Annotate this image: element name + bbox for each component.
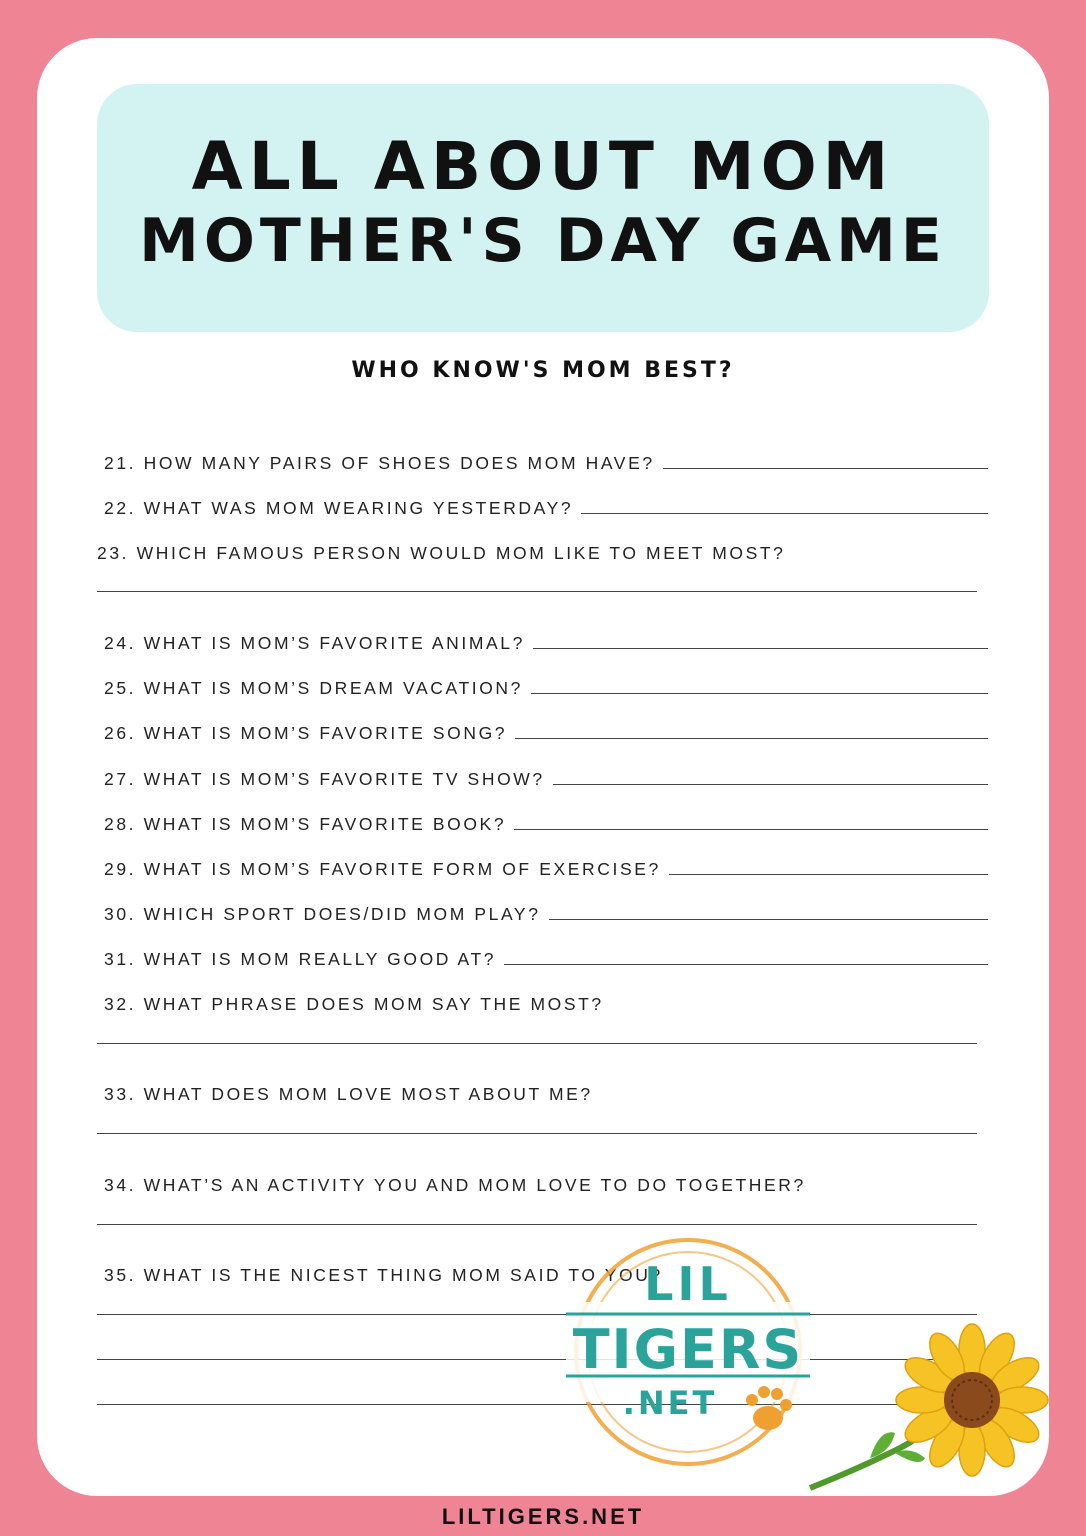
question-25: 25. WHAT IS MOM’S DREAM VACATION? xyxy=(104,677,988,699)
question-24: 24. WHAT IS MOM’S FAVORITE ANIMAL? xyxy=(104,632,988,654)
logo-text-lil: LIL xyxy=(644,1257,732,1311)
answer-line-24[interactable] xyxy=(533,634,988,649)
answer-line-27[interactable] xyxy=(553,770,988,785)
question-34: 34. WHAT’S AN ACTIVITY YOU AND MOM LOVE TO DO TOGETHER? xyxy=(104,1175,806,1195)
answer-line-21[interactable] xyxy=(663,454,988,469)
answer-line-30[interactable] xyxy=(549,905,988,920)
question-28: 28. WHAT IS MOM’S FAVORITE BOOK? xyxy=(104,813,988,835)
footer-site: LILTIGERS.NET xyxy=(441,1504,645,1529)
answer-line-26[interactable] xyxy=(515,724,988,739)
question-30: 30. WHICH SPORT DOES/DID MOM PLAY? xyxy=(104,903,988,925)
answer-line-23[interactable] xyxy=(97,591,977,592)
logo-text-tigers: TIGERS xyxy=(572,1318,804,1381)
question-29: 29. WHAT IS MOM’S FAVORITE FORM OF EXERCISE? xyxy=(104,858,988,880)
title-line-1: ALL ABOUT MOM xyxy=(191,128,895,205)
title-line-2: MOTHER'S DAY GAME xyxy=(139,206,947,276)
answer-line-31[interactable] xyxy=(504,950,988,965)
logo-text-net: .NET xyxy=(622,1384,718,1422)
question-33: 33. WHAT DOES MOM LOVE MOST ABOUT ME? xyxy=(104,1084,593,1104)
answer-line-33[interactable] xyxy=(97,1133,977,1134)
question-22: 22. WHAT WAS MOM WEARING YESTERDAY? xyxy=(104,497,988,519)
answer-line-22[interactable] xyxy=(581,499,988,514)
question-23: 23. WHICH FAMOUS PERSON WOULD MOM LIKE TO MEET MOST? xyxy=(97,543,786,563)
subtitle: WHO KNOW'S MOM BEST? xyxy=(351,358,735,383)
question-35: 35. WHAT IS THE NICEST THING MOM SAID TO YOU? xyxy=(104,1265,663,1285)
answer-line-29[interactable] xyxy=(669,860,988,875)
sunflower-icon xyxy=(800,1318,1050,1498)
liltigers-logo-watermark xyxy=(560,1232,820,1472)
question-27: 27. WHAT IS MOM’S FAVORITE TV SHOW? xyxy=(104,768,988,790)
question-31: 31. WHAT IS MOM REALLY GOOD AT? xyxy=(104,948,988,970)
question-26: 26. WHAT IS MOM’S FAVORITE SONG? xyxy=(104,722,988,744)
question-32: 32. WHAT PHRASE DOES MOM SAY THE MOST? xyxy=(104,994,604,1014)
answer-line-32[interactable] xyxy=(97,1043,977,1044)
answer-line-25[interactable] xyxy=(531,679,988,694)
question-21: 21. HOW MANY PAIRS OF SHOES DOES MOM HAVE? xyxy=(104,452,988,474)
answer-line-28[interactable] xyxy=(514,815,988,830)
answer-line-35a[interactable] xyxy=(97,1314,977,1315)
answer-line-34[interactable] xyxy=(97,1224,977,1225)
